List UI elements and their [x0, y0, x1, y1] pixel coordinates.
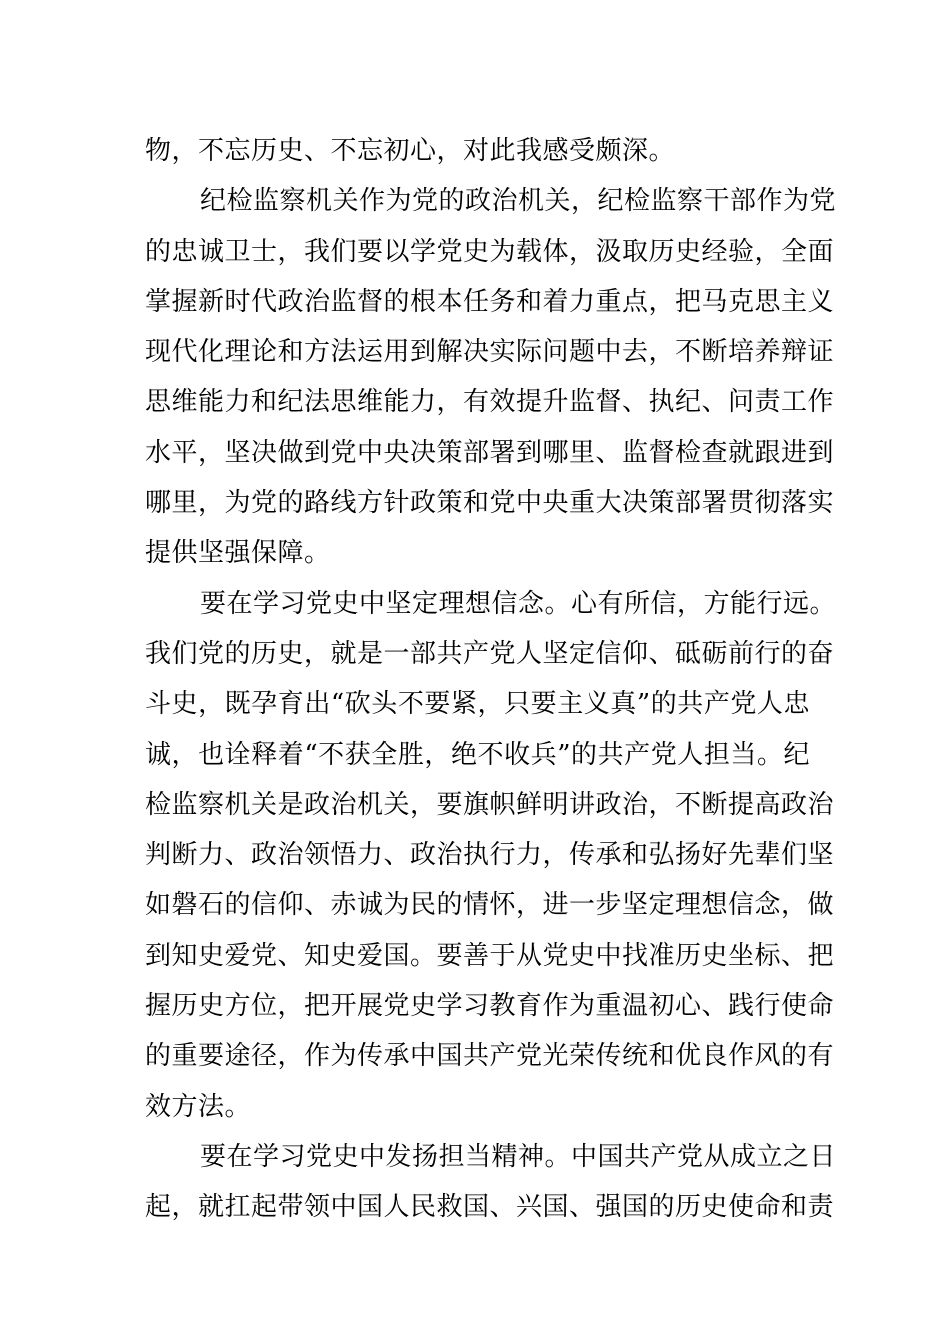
text-line: 提供坚强保障。 [145, 538, 331, 569]
text-line: 纪检监察机关作为党的政治机关，纪检监察干部作为党 [200, 186, 837, 217]
text-line: 要在学习党史中发扬担当精神。中国共产党从成立之日 [200, 1141, 837, 1172]
text-line: 的重要途径，作为传承中国共产党光荣传统和优良作风的有 [145, 1041, 835, 1072]
text-line: 水平，坚决做到党中央决策部署到哪里、监督检查就跟进到 [145, 437, 835, 468]
text-line: 掌握新时代政治监督的根本任务和着力重点，把马克思主义 [145, 286, 835, 317]
text-line: 检监察机关是政治机关，要旗帜鲜明讲政治，不断提高政治 [145, 789, 835, 820]
text-line: 判断力、政治领悟力、政治执行力，传承和弘扬好先辈们坚 [145, 840, 835, 871]
text-line: 思维能力和纪法思维能力，有效提升监督、执纪、问责工作 [145, 387, 835, 418]
text-line: 哪里，为党的路线方针政策和党中央重大决策部署贯彻落实 [145, 488, 835, 519]
text-line: 现代化理论和方法运用到解决实际问题中去，不断培养辩证 [145, 337, 835, 368]
text-line: 斗史，既孕育出“砍头不要紧，只要主义真”的共产党人忠 [145, 689, 810, 720]
text-line: 的忠诚卫士，我们要以学党史为载体，汲取历史经验，全面 [145, 236, 835, 267]
text-line: 要在学习党史中坚定理想信念。心有所信，方能行远。 [200, 588, 837, 619]
text-line: 握历史方位，把开展党史学习教育作为重温初心、践行使命 [145, 991, 835, 1022]
text-line: 诚，也诠释着“不获全胜，绝不收兵”的共产党人担当。纪 [145, 739, 810, 770]
text-line: 到知史爱党、知史爱国。要善于从党史中找准历史坐标、把 [145, 940, 835, 971]
text-line: 物，不忘历史、不忘初心，对此我感受颇深。 [145, 136, 676, 166]
text-line: 起，就扛起带领中国人民救国、兴国、强国的历史使命和责 [145, 1192, 835, 1223]
document-body [145, 126, 837, 1233]
text-line: 我们党的历史，就是一部共产党人坚定信仰、砥砺前行的奋 [145, 638, 835, 669]
text-line: 如磐石的信仰、赤诚为民的情怀，进一步坚定理想信念，做 [145, 890, 835, 921]
text-line: 效方法。 [145, 1091, 252, 1122]
